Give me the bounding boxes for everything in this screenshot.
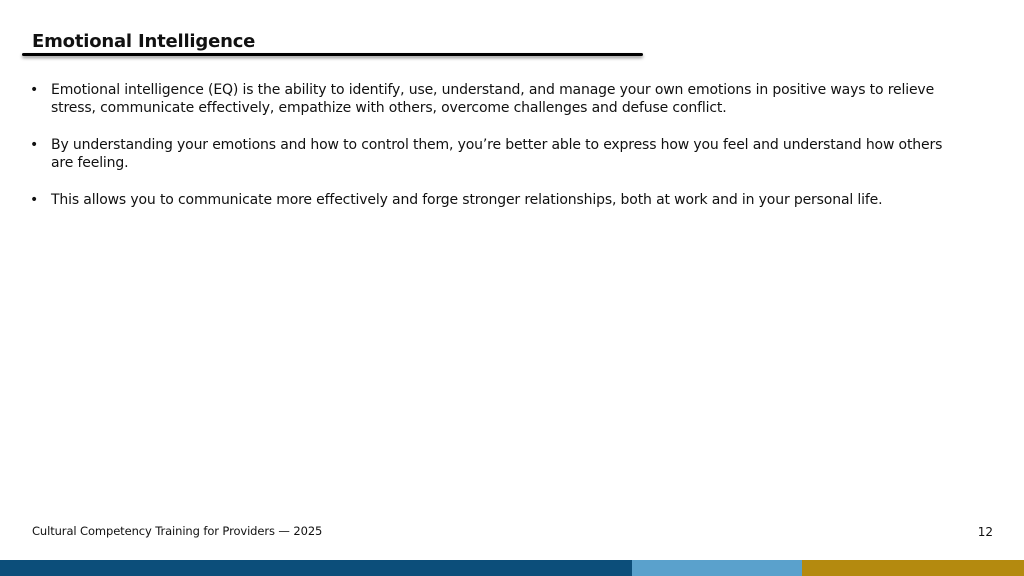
page-number: 12 — [977, 525, 993, 539]
bullet-text: Emotional intelligence (EQ) is the ability to identify, use, understand, and manage your own emotions in positive ways to relieve stress, communicate effectively, empathize with others, overcome challenges and defuse conflict. — [51, 82, 935, 116]
bullet-item — [30, 136, 965, 172]
bullet-item — [30, 81, 965, 117]
bullet-dot-icon: • — [30, 137, 39, 153]
slide-title: Emotional Intelligence — [32, 31, 256, 52]
bullet-list — [30, 81, 965, 228]
bullet-text: By understanding your emotions and how to control them, you’re better able to express how you feel and understand how others are feeling. — [51, 137, 943, 171]
footer-bar-light-blue — [632, 560, 802, 576]
footer-text: Cultural Competency Training for Providers — 2025 — [32, 524, 323, 538]
bullet-dot-icon: • — [30, 192, 39, 208]
title-underline — [22, 53, 643, 56]
footer-bar-gold — [802, 560, 1024, 576]
bullet-item — [30, 191, 965, 209]
footer-bar-dark-blue — [0, 560, 632, 576]
bullet-dot-icon: • — [30, 82, 39, 98]
bullet-text: This allows you to communicate more effectively and forge stronger relationships, both at work and in your personal life. — [51, 192, 883, 208]
